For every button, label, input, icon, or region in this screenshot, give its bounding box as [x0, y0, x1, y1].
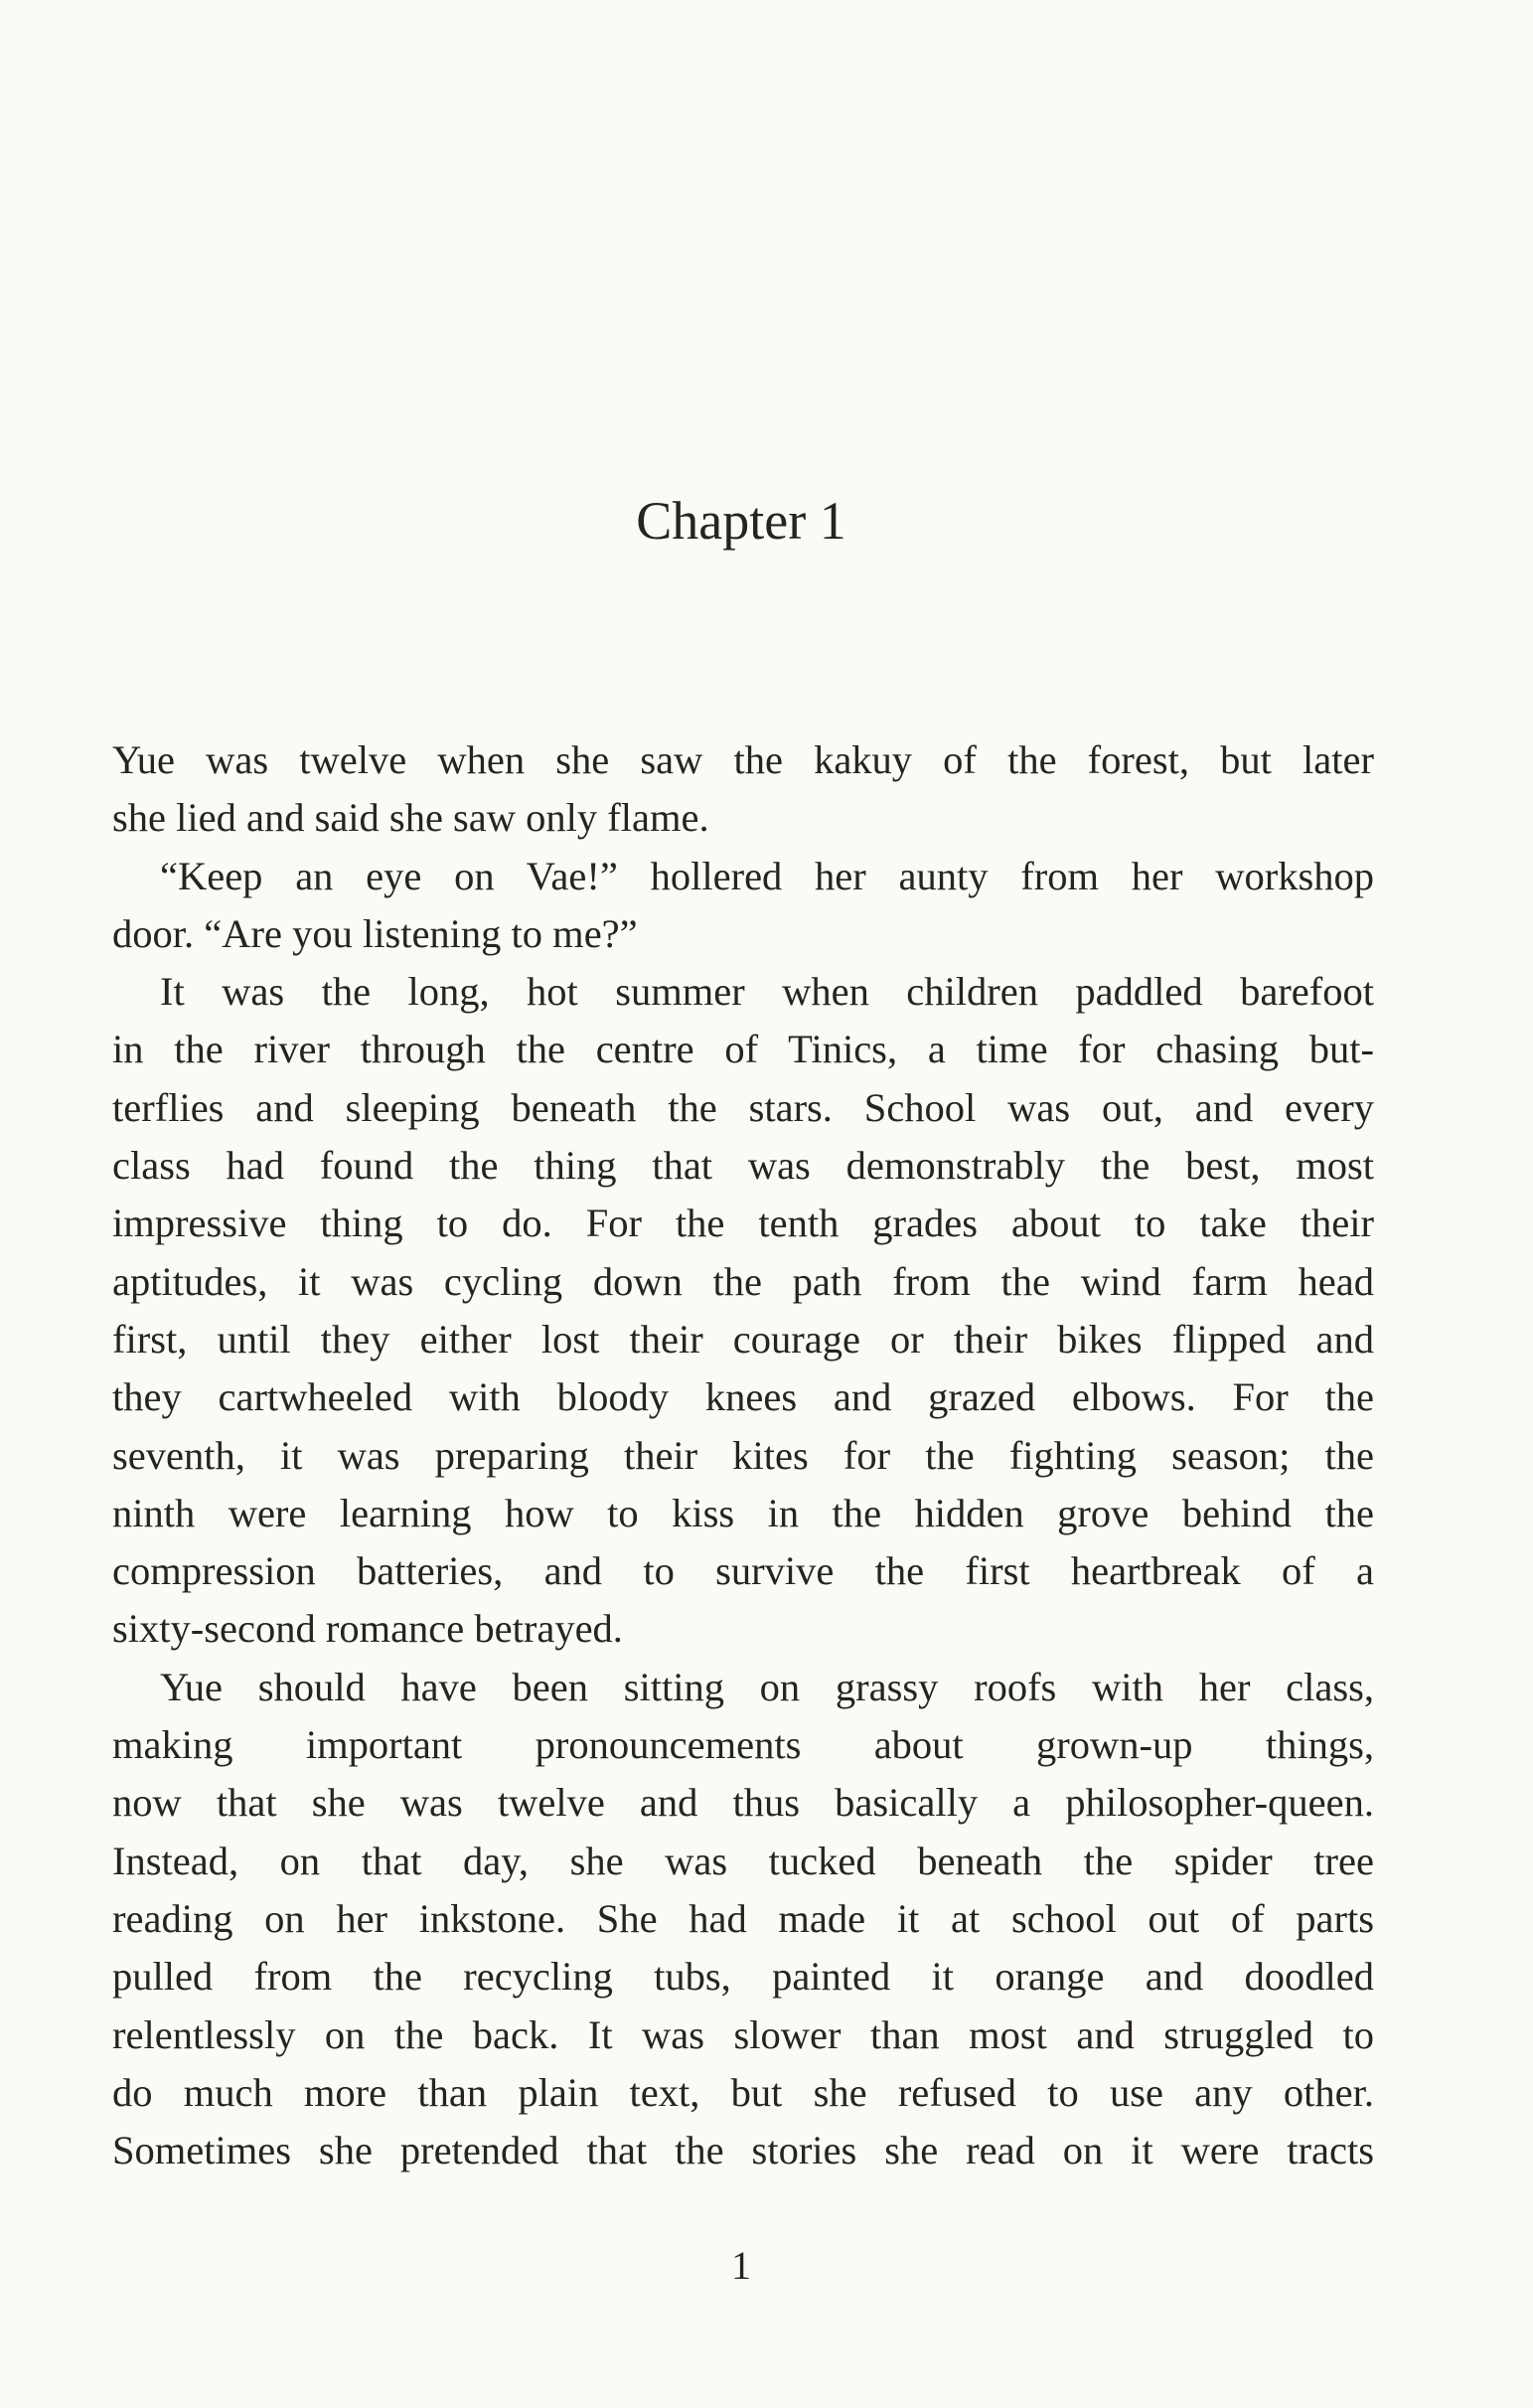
text-line: sixty-second romance betrayed.: [112, 1606, 623, 1652]
text-line: reading on her inkstone. She had made it at school out of parts: [112, 1895, 1374, 1941]
text-line: in the river through the centre of Tinics, a time for chasing but-: [112, 1027, 1374, 1072]
text-line: aptitudes, it was cycling down the path from the wind farm head: [112, 1258, 1374, 1304]
page-number: 1: [731, 2243, 751, 2288]
text-line: Sometimes she pretended that the stories she read on it were tracts: [112, 2128, 1374, 2173]
text-line: they cartwheeled with bloody knees and grazed elbows. For the: [112, 1374, 1374, 1420]
text-line: making important pronouncements about grown-up things,: [112, 1722, 1374, 1768]
text-line: seventh, it was preparing their kites for the fighting season; the: [112, 1432, 1374, 1478]
text-line: pulled from the recycling tubs, painted it orange and doodled: [112, 1954, 1374, 2000]
text-line: terflies and sleeping beneath the stars. School was out, and every: [112, 1084, 1374, 1130]
text-line: she lied and said she saw only flame.: [112, 795, 709, 841]
chapter-body: [112, 731, 1374, 2179]
text-line: door. “Are you listening to me?”: [112, 910, 638, 956]
text-line: relentlessly on the back. It was slower than most and struggled to: [112, 2011, 1374, 2057]
chapter-title: Chapter 1: [636, 491, 846, 551]
text-line: “Keep an eye on Vae!” hollered her aunty from her workshop: [160, 853, 1374, 898]
text-line: first, until they either lost their courage or their bikes flipped and: [112, 1316, 1374, 1362]
text-line: Yue should have been sitting on grassy roofs with her class,: [160, 1664, 1374, 1709]
text-line: compression batteries, and to survive the first heartbreak of a: [112, 1548, 1374, 1594]
text-line: ninth were learning how to kiss in the hidden grove behind the: [112, 1490, 1374, 1535]
text-line: do much more than plain text, but she refused to use any other.: [112, 2069, 1374, 2115]
text-line: Yue was twelve when she saw the kakuy of the forest, but later: [112, 737, 1374, 782]
text-line: now that she was twelve and thus basically a philosopher-queen.: [112, 1780, 1374, 1826]
text-line: Instead, on that day, she was tucked beneath the spider tree: [112, 1838, 1374, 1883]
text-line: impressive thing to do. For the tenth grades about to take their: [112, 1201, 1374, 1246]
text-line: class had found the thing that was demonstrably the best, most: [112, 1143, 1374, 1189]
text-line: It was the long, hot summer when children paddled barefoot: [160, 969, 1374, 1015]
